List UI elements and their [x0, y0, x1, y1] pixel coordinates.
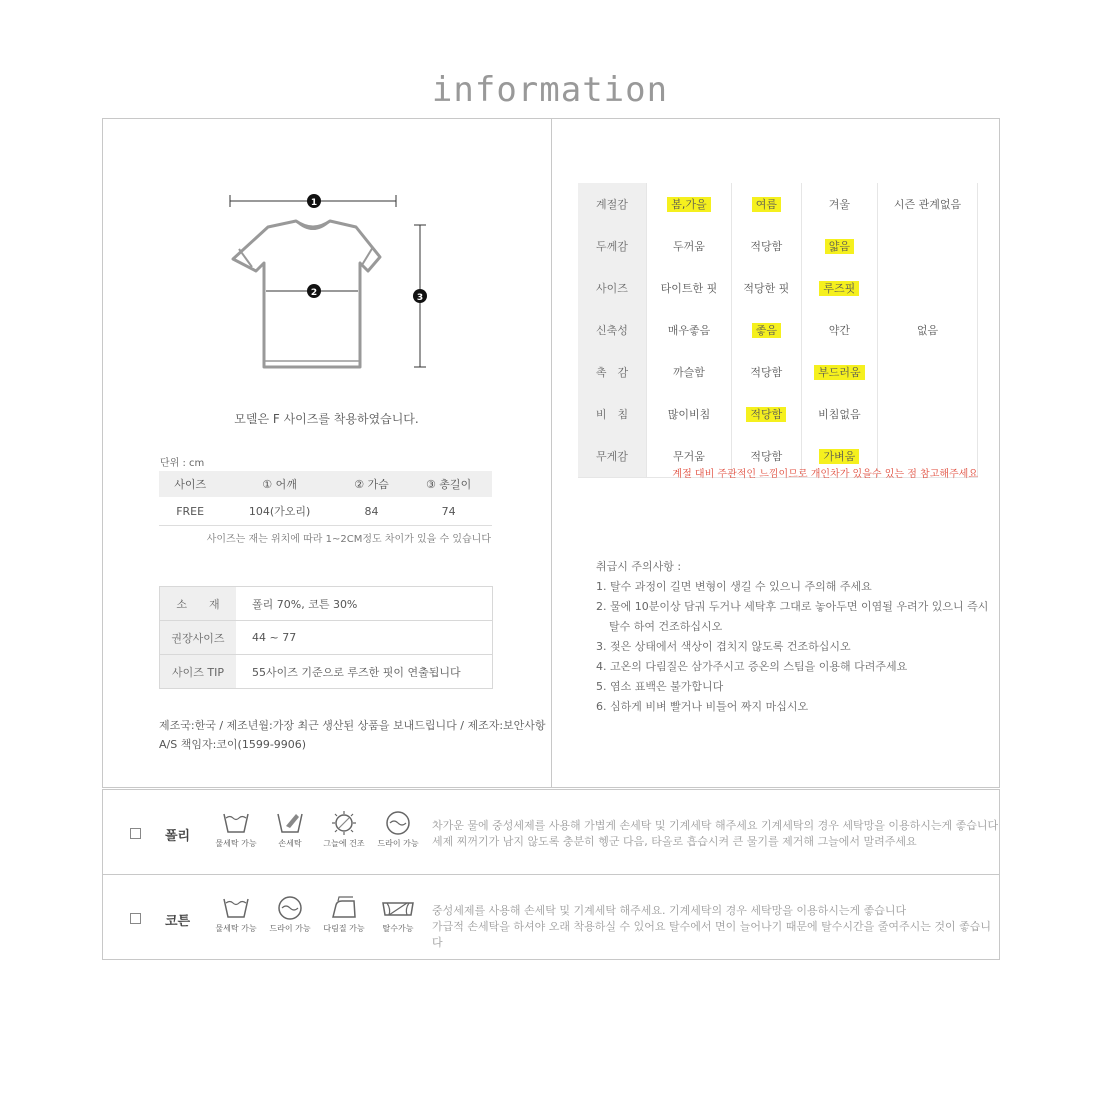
feel-option: 겨울 [828, 198, 850, 211]
feel-cell [731, 393, 801, 435]
size-tip-value: 55사이즈 기준으로 루즈한 핏이 연출됩니다 [236, 655, 493, 689]
feel-row-label: 촉 감 [578, 351, 647, 393]
feel-cell [731, 225, 801, 267]
hand-wash-icon [276, 810, 304, 836]
cell-size: FREE [159, 497, 221, 526]
feel-option-selected: 적당함 [746, 407, 786, 422]
cotton-checkbox[interactable] [130, 913, 141, 924]
marker-3 [413, 289, 427, 303]
care-item: 4. 고온의 다림질은 삼가주시고 증온의 스팀을 이용해 다려주세요 [596, 660, 908, 673]
poly-checkbox[interactable] [130, 828, 141, 839]
fabric-care-description: 차가운 물에 중성세제를 사용해 가볍게 손세탁 및 기계세탁 해주세요 기계세탁의 경우 세탁망을 이용하시는게 좋습니다 세제 찌꺼기가 남지 않도록 충분히 헹군 다음, 타올로 흡습시켜 큰 물기를 제거해 그늘에서 말려주세요 [432, 819, 999, 848]
cell-length: 74 [405, 497, 492, 526]
svg-text:1: 1 [310, 198, 318, 208]
feel-cell [877, 183, 977, 225]
spin-dry-icon [381, 895, 415, 921]
feel-option-selected: 여름 [752, 197, 781, 212]
feel-cell [647, 351, 732, 393]
fabric-name: 코튼 [165, 914, 191, 929]
feel-cell [877, 309, 977, 351]
col-length: ③ 총길이 [405, 471, 492, 497]
care-title: 취급시 주의사항 : [596, 560, 682, 573]
table-row [578, 183, 978, 225]
feel-option-selected: 좋음 [752, 323, 781, 338]
care-instructions [596, 557, 988, 717]
care-item: 5. 염소 표백은 불가합니다 [596, 680, 724, 693]
feel-option-selected: 봄,가을 [667, 197, 710, 212]
wash-icons [213, 895, 421, 934]
feel-cell [647, 393, 732, 435]
feel-option: 없음 [916, 324, 939, 337]
col-size: 사이즈 [159, 471, 221, 497]
fabric-feel-table [578, 183, 978, 478]
feel-cell [647, 309, 732, 351]
fabric-row-cotton [102, 874, 1000, 960]
feel-option: 약간 [828, 324, 850, 337]
table-row [578, 309, 978, 351]
subjective-warning: 계절 대비 주관적인 느낌이므로 개인차가 있을수 있는 점 참고해주세요 [672, 469, 978, 480]
feel-cell [731, 351, 801, 393]
care-item: 1. 탈수 과정이 길면 변형이 생길 수 있으니 주의해 주세요 [596, 580, 872, 593]
feel-row-label: 계절감 [578, 183, 647, 225]
fabric-care-description: 중성세제를 사용해 손세탁 및 기계세탁 해주세요. 기계세탁의 경우 세탁망을 이용하시는게 좋습니다 가급적 손세탁을 하셔야 오래 착용하실 수 있어요 탈수에서 면이 늘어나기 때문에 탈수시간을 줄여주시는 것이 좋습니다 [432, 904, 991, 949]
table-row [160, 655, 493, 689]
feel-cell [877, 351, 977, 393]
material-value: 폴리 70%, 코튼 30% [236, 587, 493, 621]
feel-option: 적당함 [750, 240, 783, 253]
tshirt-icon [233, 221, 380, 367]
feel-row-label: 비 침 [578, 393, 647, 435]
feel-cell [877, 267, 977, 309]
feel-row-label: 두께감 [578, 225, 647, 267]
dry-clean-icon [384, 810, 412, 836]
shade-dry-icon [330, 810, 358, 836]
table-row [578, 351, 978, 393]
feel-cell [647, 225, 732, 267]
feel-option-selected: 얇음 [825, 239, 854, 254]
care-symbol: 손세탁 [267, 810, 313, 849]
as-contact-line: A/S 책임자:코이(1599-9906) [159, 738, 307, 751]
svg-text:2: 2 [310, 288, 318, 298]
care-item: 2. 물에 10분이상 담궈 두거나 세탁후 그대로 놓아두면 이염될 우려가 있으니 즉시 [596, 600, 989, 613]
care-symbol: 그늘에 건조 [321, 810, 367, 849]
manufacturer-line: 제조국:한국 / 제조년월:가장 최근 생산된 상품을 보내드립니다 / 제조자:보안사항 [159, 719, 546, 732]
size-table [159, 471, 492, 526]
feel-cell [647, 267, 732, 309]
material-key: 소 재 [160, 587, 237, 621]
feel-option: 적당함 [750, 366, 783, 379]
care-symbol: 탈수가능 [375, 895, 421, 934]
water-wash-icon [222, 810, 250, 836]
marker-1 [307, 194, 321, 208]
feel-cell [801, 183, 877, 225]
table-row [160, 587, 493, 621]
fabric-name: 폴리 [165, 829, 191, 844]
feel-option: 매우좋음 [667, 324, 711, 337]
shirt-measure-diagram [220, 185, 440, 385]
feel-option-selected: 가벼움 [819, 449, 859, 464]
feel-cell [731, 267, 801, 309]
fabric-row-poly [102, 789, 1000, 875]
unit-label: 단위 : cm [160, 458, 205, 469]
feel-cell [731, 309, 801, 351]
feel-option: 무거움 [673, 450, 705, 463]
care-symbol: 물세탁 가능 [213, 810, 259, 849]
size-variance-note: 사이즈는 재는 위치에 따라 1~2CM정도 차이가 있을 수 있습니다 [206, 534, 491, 545]
size-tip-key: 사이즈 TIP [160, 655, 237, 689]
iron-icon [330, 895, 358, 921]
feel-cell [877, 393, 977, 435]
wash-icons [213, 810, 421, 849]
water-wash-icon [222, 895, 250, 921]
feel-cell [801, 309, 877, 351]
recommended-size-value: 44 ~ 77 [236, 621, 493, 655]
model-size-note: 모델은 F 사이즈를 착용하였습니다. [234, 412, 419, 426]
table-row [578, 393, 978, 435]
care-symbol: 다림질 가능 [321, 895, 367, 934]
col-chest: ② 가슴 [338, 471, 405, 497]
svg-text:3: 3 [416, 293, 424, 303]
cell-shoulder: 104(가오리) [221, 497, 338, 526]
feel-cell [801, 267, 877, 309]
table-row [159, 497, 492, 526]
table-row [160, 621, 493, 655]
dry-clean-icon [276, 895, 304, 921]
recommended-size-key: 권장사이즈 [160, 621, 237, 655]
manufacturer-info [159, 716, 546, 754]
feel-cell [647, 183, 732, 225]
col-shoulder: ① 어깨 [221, 471, 338, 497]
feel-option: 적당함 [750, 450, 783, 463]
care-symbol: 드라이 가능 [267, 895, 313, 934]
care-item: 탈수 하여 건조하십시오 [609, 620, 723, 633]
table-row [578, 225, 978, 267]
feel-option-selected: 루즈핏 [819, 281, 859, 296]
feel-option: 적당한 핏 [743, 282, 790, 295]
marker-2 [307, 284, 321, 298]
feel-option: 두꺼움 [673, 240, 705, 253]
table-row [578, 267, 978, 309]
feel-cell [877, 225, 977, 267]
feel-option: 타이트한 핏 [660, 282, 718, 295]
size-table-header [159, 471, 492, 497]
feel-cell [731, 183, 801, 225]
care-item: 6. 심하게 비벼 빨거나 비틀어 짜지 마십시오 [596, 700, 809, 713]
feel-cell [801, 225, 877, 267]
feel-cell [801, 351, 877, 393]
cell-chest: 84 [338, 497, 405, 526]
feel-cell [801, 393, 877, 435]
material-table [159, 586, 493, 689]
feel-option: 비침없음 [818, 408, 861, 421]
feel-row-label: 사이즈 [578, 267, 647, 309]
feel-row-label: 무게감 [578, 435, 647, 478]
care-symbol: 물세탁 가능 [213, 895, 259, 934]
feel-option: 많이비침 [667, 408, 711, 421]
care-item: 3. 젖은 상태에서 색상이 겹치지 않도록 건조하십시오 [596, 640, 851, 653]
feel-option-selected: 부드러움 [814, 365, 865, 380]
feel-option: 까슬함 [673, 366, 705, 379]
page-title: information [431, 70, 669, 110]
panel-divider [551, 118, 552, 788]
care-symbol: 드라이 가능 [375, 810, 421, 849]
feel-row-label: 신축성 [578, 309, 647, 351]
feel-option: 시즌 관계없음 [893, 198, 962, 211]
